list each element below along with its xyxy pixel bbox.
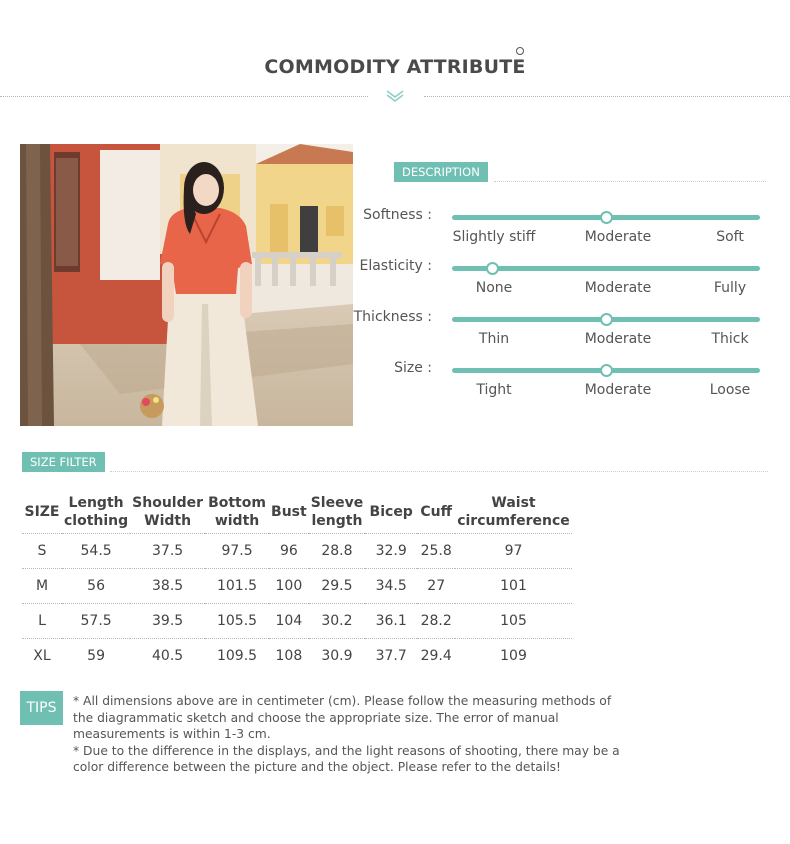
header-text: Sleeve xyxy=(310,495,364,512)
header-text: Length xyxy=(68,495,124,512)
attribute-row xyxy=(0,360,790,408)
table-cell: 34.5 xyxy=(365,568,417,603)
scale-label: Moderate xyxy=(584,331,652,347)
header-text: length xyxy=(311,513,363,530)
table-cell: 57.5 xyxy=(62,603,130,638)
attribute-label: Elasticity : xyxy=(359,258,432,274)
table-cell: 37.7 xyxy=(365,638,417,673)
scale-label: Thin xyxy=(478,331,510,347)
size-table-header-cell xyxy=(205,492,269,533)
chevron-down-icon xyxy=(384,89,406,103)
table-cell: 40.5 xyxy=(130,638,205,673)
table-cell: 29.5 xyxy=(309,568,366,603)
table-cell: 96 xyxy=(269,533,309,568)
table-cell: 105.5 xyxy=(205,603,269,638)
header-text: Bottom xyxy=(208,495,266,512)
table-cell: 105 xyxy=(455,603,572,638)
table-cell: 59 xyxy=(62,638,130,673)
table-cell: 109.5 xyxy=(205,638,269,673)
table-cell: 36.1 xyxy=(365,603,417,638)
scale-label: Soft xyxy=(716,229,744,245)
table-cell: 27 xyxy=(417,568,455,603)
slider-knob xyxy=(600,211,613,224)
table-cell: 56 xyxy=(62,568,130,603)
scale-label: Moderate xyxy=(584,280,652,296)
size-filter-tag: SIZE FILTER xyxy=(22,452,105,472)
table-cell: 104 xyxy=(269,603,309,638)
description-tag: DESCRIPTION xyxy=(394,162,488,182)
table-row xyxy=(22,603,572,638)
size-table-header-cell xyxy=(365,492,417,533)
table-cell: L xyxy=(22,603,62,638)
size-table xyxy=(22,492,572,673)
size-table-header-cell xyxy=(22,492,62,533)
scale-label: Fully xyxy=(713,280,747,296)
slider-knob xyxy=(486,262,499,275)
table-cell: 28.8 xyxy=(309,533,366,568)
header-text: clothing xyxy=(64,513,129,530)
table-cell: 97.5 xyxy=(205,533,269,568)
header-text: width xyxy=(214,513,260,530)
header-text: Cuff xyxy=(420,504,452,521)
size-table-header-cell xyxy=(417,492,455,533)
table-cell: 109 xyxy=(455,638,572,673)
table-cell: 101 xyxy=(455,568,572,603)
table-row xyxy=(22,638,572,673)
tips-text xyxy=(73,693,633,776)
attribute-slider-track xyxy=(452,317,760,322)
attribute-row xyxy=(0,207,790,255)
scale-label: Thick xyxy=(711,331,749,347)
attribute-slider-track xyxy=(452,215,760,220)
attribute-slider-track xyxy=(452,266,760,271)
scale-label: None xyxy=(475,280,513,296)
size-table-header-cell xyxy=(455,492,572,533)
header-text: circumference xyxy=(457,513,570,530)
scale-label: Tight xyxy=(476,382,512,398)
attribute-slider-track xyxy=(452,368,760,373)
table-cell: 101.5 xyxy=(205,568,269,603)
table-row xyxy=(22,533,572,568)
tips-badge: TIPS xyxy=(20,691,63,725)
size-table-header-cell xyxy=(62,492,130,533)
table-cell: 30.2 xyxy=(309,603,366,638)
page-title: COMMODITY ATTRIBUTE xyxy=(264,56,526,78)
description-divider xyxy=(494,181,766,182)
size-table-header-cell xyxy=(269,492,309,533)
table-row xyxy=(22,568,572,603)
header-divider-right xyxy=(424,96,790,97)
size-table-header xyxy=(22,492,572,533)
table-cell: 54.5 xyxy=(62,533,130,568)
size-table-header-cell xyxy=(130,492,205,533)
tips-line: * Due to the difference in the displays, and the light reasons of shooting, there may be a color difference between the picture and the object. Please refer to the details! xyxy=(73,743,620,774)
size-table-header-cell xyxy=(309,492,366,533)
header-text: Shoulder xyxy=(132,495,204,512)
attribute-row xyxy=(0,309,790,357)
tips-line: * All dimensions above are in centimeter (cm). Please follow the measuring methods of the diagrammatic sketch and choose the appropriate size. The error of manual measurements is within 1-3 cm. xyxy=(73,694,612,741)
table-cell: M xyxy=(22,568,62,603)
attribute-label: Softness : xyxy=(363,207,432,223)
header-text: Bust xyxy=(271,504,307,521)
scale-label: Moderate xyxy=(584,229,652,245)
scale-label: Moderate xyxy=(584,382,652,398)
slider-knob xyxy=(600,364,613,377)
table-cell: 108 xyxy=(269,638,309,673)
table-cell: 97 xyxy=(455,533,572,568)
table-cell: 100 xyxy=(269,568,309,603)
scale-label: Loose xyxy=(709,382,751,398)
table-cell: 32.9 xyxy=(365,533,417,568)
attribute-label: Size : xyxy=(394,360,432,376)
table-cell: 28.2 xyxy=(417,603,455,638)
table-cell: 25.8 xyxy=(417,533,455,568)
table-cell: 39.5 xyxy=(130,603,205,638)
table-cell: 30.9 xyxy=(309,638,366,673)
table-cell: 38.5 xyxy=(130,568,205,603)
header-text: Width xyxy=(144,513,192,530)
table-cell: 29.4 xyxy=(417,638,455,673)
header-text: Bicep xyxy=(369,504,413,521)
slider-knob xyxy=(600,313,613,326)
attribute-label: Thickness : xyxy=(353,309,432,325)
header-text: SIZE xyxy=(24,504,60,521)
size-filter-divider xyxy=(110,471,768,472)
header-text: Waist xyxy=(491,495,536,512)
table-cell: XL xyxy=(22,638,62,673)
table-cell: S xyxy=(22,533,62,568)
title-ring-ornament xyxy=(516,47,524,55)
table-cell: 37.5 xyxy=(130,533,205,568)
attribute-row xyxy=(0,258,790,306)
scale-label: Slightly stiff xyxy=(452,229,536,245)
header-divider-left xyxy=(0,96,368,97)
